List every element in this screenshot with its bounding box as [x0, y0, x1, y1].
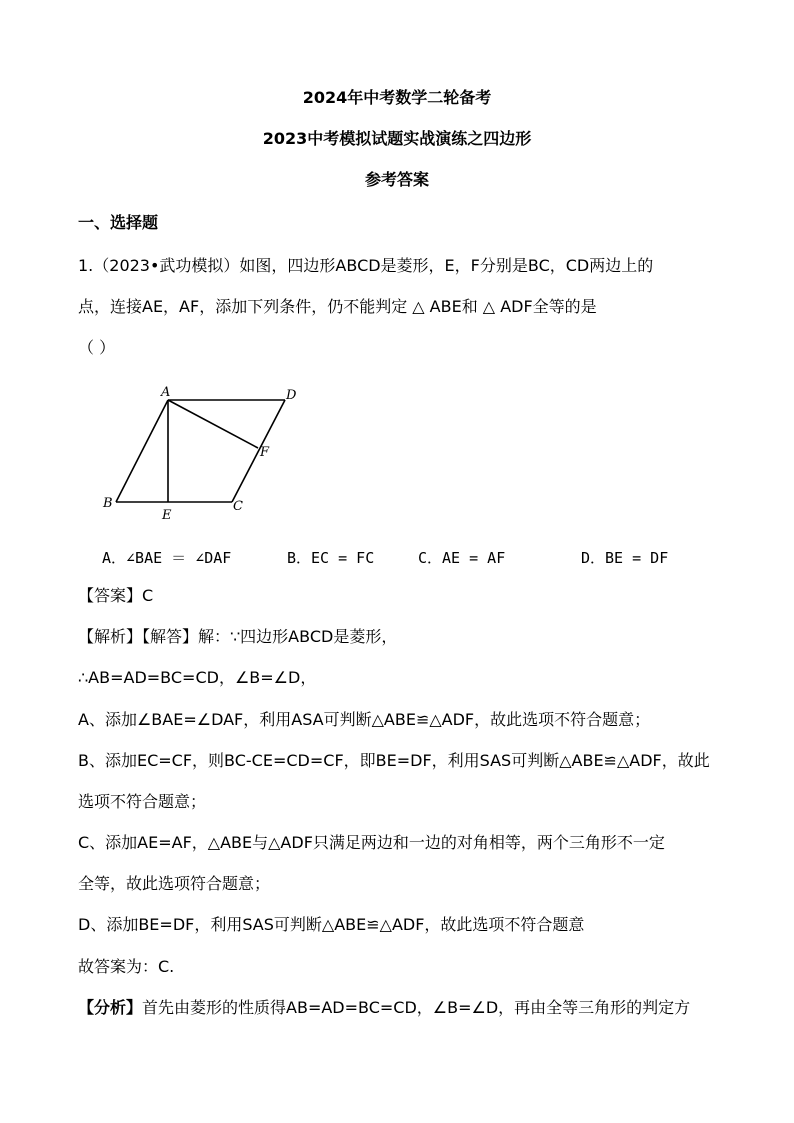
solution-b-line-2: 选项不符合题意； [78, 792, 207, 811]
label-e: E [162, 508, 172, 523]
analysis-paragraph [78, 998, 690, 1018]
rhombus-figure [95, 376, 315, 526]
title-line-2: 2023中考模拟试题实战演练之四边形 [262, 129, 532, 148]
conclusion-line: 故答案为：C. [78, 957, 175, 976]
option-d: D．BE = DF [581, 549, 669, 567]
segment-ab [116, 400, 168, 502]
section-heading: 一、选择题 [78, 213, 159, 232]
solution-d: D、添加BE=DF，利用SAS可判断△ABE≌△ADF，故此选项不符合题意 [78, 915, 585, 934]
label-c: C [233, 499, 243, 514]
label-a: A [161, 385, 171, 400]
question-line-2: 点，连接AE，AF，添加下列条件，仍不能判定 △ ABE和 △ ADF全等的是 [78, 297, 597, 316]
question-line-1: 1.（2023•武功模拟）如图，四边形ABCD是菱形，E，F分别是BC，CD两边上的 [78, 256, 654, 275]
answer-line: 【答案】C [78, 586, 154, 605]
therefore-line: ∴AB=AD=BC=CD，∠B=∠D， [78, 668, 317, 687]
label-b: B [103, 496, 113, 511]
analysis-intro: 【解析】【解答】解：∵四边形ABCD是菱形， [78, 627, 398, 646]
title-line-3: 参考答案 [364, 170, 429, 189]
title-line-1: 2024年中考数学二轮备考 [302, 88, 492, 107]
solution-a: A、添加∠BAE=∠DAF，利用ASA可判断△ABE≌△ADF，故此选项不符合题意； [78, 710, 651, 729]
solution-c-line-2: 全等，故此选项符合题意； [78, 874, 271, 893]
segment-af [168, 400, 258, 448]
option-b: B．EC = FC [287, 549, 375, 567]
option-c: C．AE = AF [418, 549, 506, 567]
question-line-3: （ ） [78, 338, 116, 357]
option-a: A．∠BAE ＝ ∠DAF [102, 549, 232, 567]
analysis-label: 【分析】 [78, 998, 143, 1017]
segment-dc [232, 400, 285, 502]
label-d: D [286, 388, 297, 403]
solution-c-line-1: C、添加AE=AF，△ABE与△ADF只满足两边和一边的对角相等，两个三角形不一定 [78, 833, 665, 852]
analysis-text: 首先由菱形的性质得AB=AD=BC=CD，∠B=∠D，再由全等三角形的判定方 [142, 998, 691, 1017]
solution-b-line-1: B、添加EC=CF，则BC-CE=CD=CF，即BE=DF，利用SAS可判断△ABE≌△ADF，故此 [78, 751, 710, 770]
label-f: F [260, 445, 270, 460]
